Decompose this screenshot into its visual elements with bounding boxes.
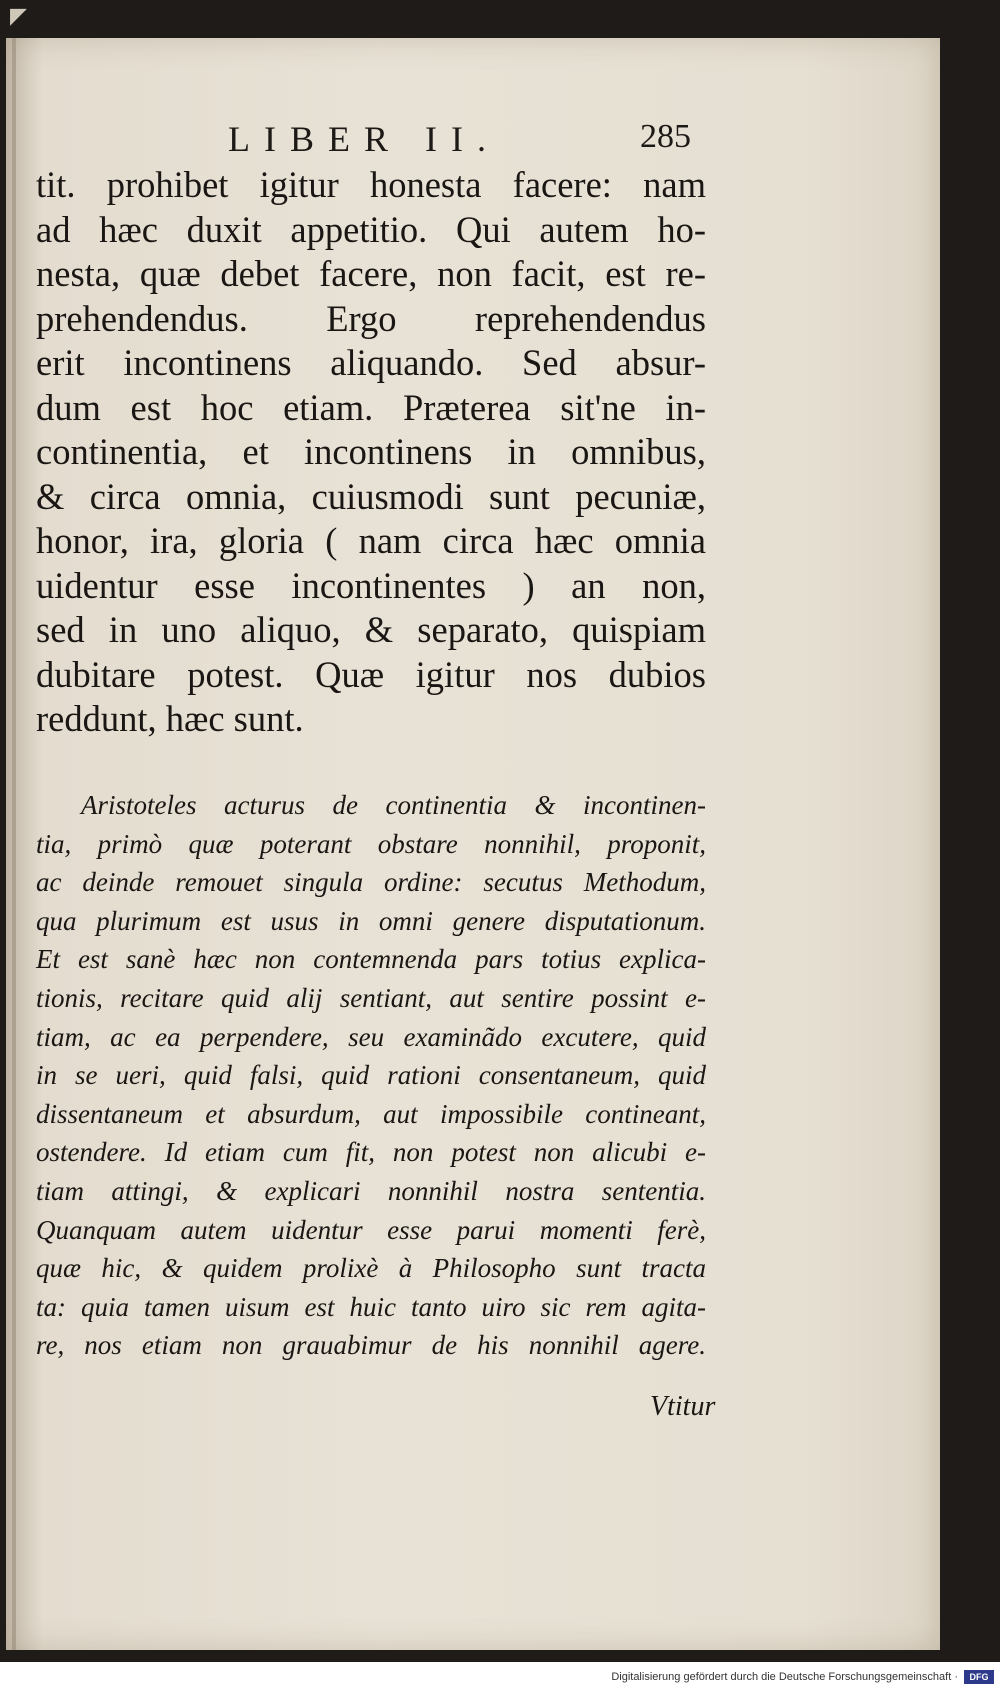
main-text-line: honor, ira, gloria ( nam circa hæc omnia (36, 520, 706, 561)
commentary-line: in se ueri, quid falsi, quid rationi consentaneum, quid (36, 1060, 706, 1091)
main-text-line: nesta, quæ debet facere, non facit, est re- (36, 253, 706, 294)
commentary-line: tiam attingi, & explicari nonnihil nostra sententia. (36, 1175, 706, 1206)
main-text-line: reddunt, hæc sunt. (36, 698, 304, 739)
commentary-line: Quanquam autem uidentur esse parui momenti ferè, (36, 1214, 706, 1245)
main-text-line: dubitare potest. Quæ igitur nos dubios (36, 653, 706, 695)
main-text-line: ad hæc duxit appetitio. Qui autem ho- (36, 208, 706, 250)
running-head (6, 118, 940, 168)
commentary-line: tia, primò quæ poterant obstare nonnihil, proponit, (36, 828, 706, 859)
main-text-line: tit. prohibet igitur honesta facere: nam (36, 164, 706, 205)
main-text-block (36, 163, 706, 742)
commentary-line: re, nos etiam non grauabimur de his nonnihil agere. (36, 1330, 706, 1361)
commentary-line: ac deinde remouet singula ordine: secutus Methodum, (36, 867, 706, 898)
main-text-line: & circa omnia, cuiusmodi sunt pecuniæ, (36, 475, 706, 517)
catchword: Vtitur (650, 1391, 716, 1422)
main-text-line: sed in uno aliquo, & separato, quispiam (36, 609, 706, 650)
commentary-line: ostendere. Id etiam cum fit, non potest non alicubi e- (36, 1137, 706, 1168)
commentary-line: Et est sanè hæc non contemnenda pars totius explica- (36, 944, 706, 975)
main-text-line: erit incontinens aliquando. Sed absur- (36, 342, 706, 383)
page-gutter (12, 38, 16, 1650)
page-number: 285 (640, 118, 691, 155)
commentary-line: dissentaneum et absurdum, aut impossibile contineant, (36, 1098, 706, 1129)
commentary-line: quæ hic, & quidem prolixè à Philosopho sunt tracta (36, 1253, 706, 1284)
main-text-line: continentia, et incontinens in omnibus, (36, 431, 706, 472)
dfg-logo: DFG (964, 1670, 994, 1684)
commentary-line: tionis, recitare quid alij sentiant, aut sentire possint e- (36, 982, 706, 1013)
main-text-line: dum est hoc etiam. Præterea sit'ne in- (36, 386, 706, 428)
commentary-line: Aristoteles acturus de continentia & incontinen- (81, 790, 706, 820)
running-title: LIBER II. (228, 119, 500, 159)
commentary-block (36, 786, 706, 1365)
commentary-line: tiam, ac ea perpendere, seu examinãdo excutere, quid (36, 1021, 706, 1052)
digitization-footer (0, 1662, 1000, 1696)
commentary-line: qua plurimum est usus in omni genere disputationum. (36, 905, 706, 936)
corner-marker-icon: ◤ (10, 4, 27, 29)
commentary-line: ta: quia tamen uisum est huic tanto uiro sic rem agita- (36, 1291, 706, 1322)
funding-credit: Digitalisierung gefördert durch die Deutsche Forschungsgemeinschaft · (611, 1671, 958, 1683)
main-text-line: uidentur esse incontinentes ) an non, (36, 564, 706, 606)
book-page (6, 38, 940, 1650)
main-text-line: prehendendus. Ergo reprehendendus (36, 297, 706, 339)
